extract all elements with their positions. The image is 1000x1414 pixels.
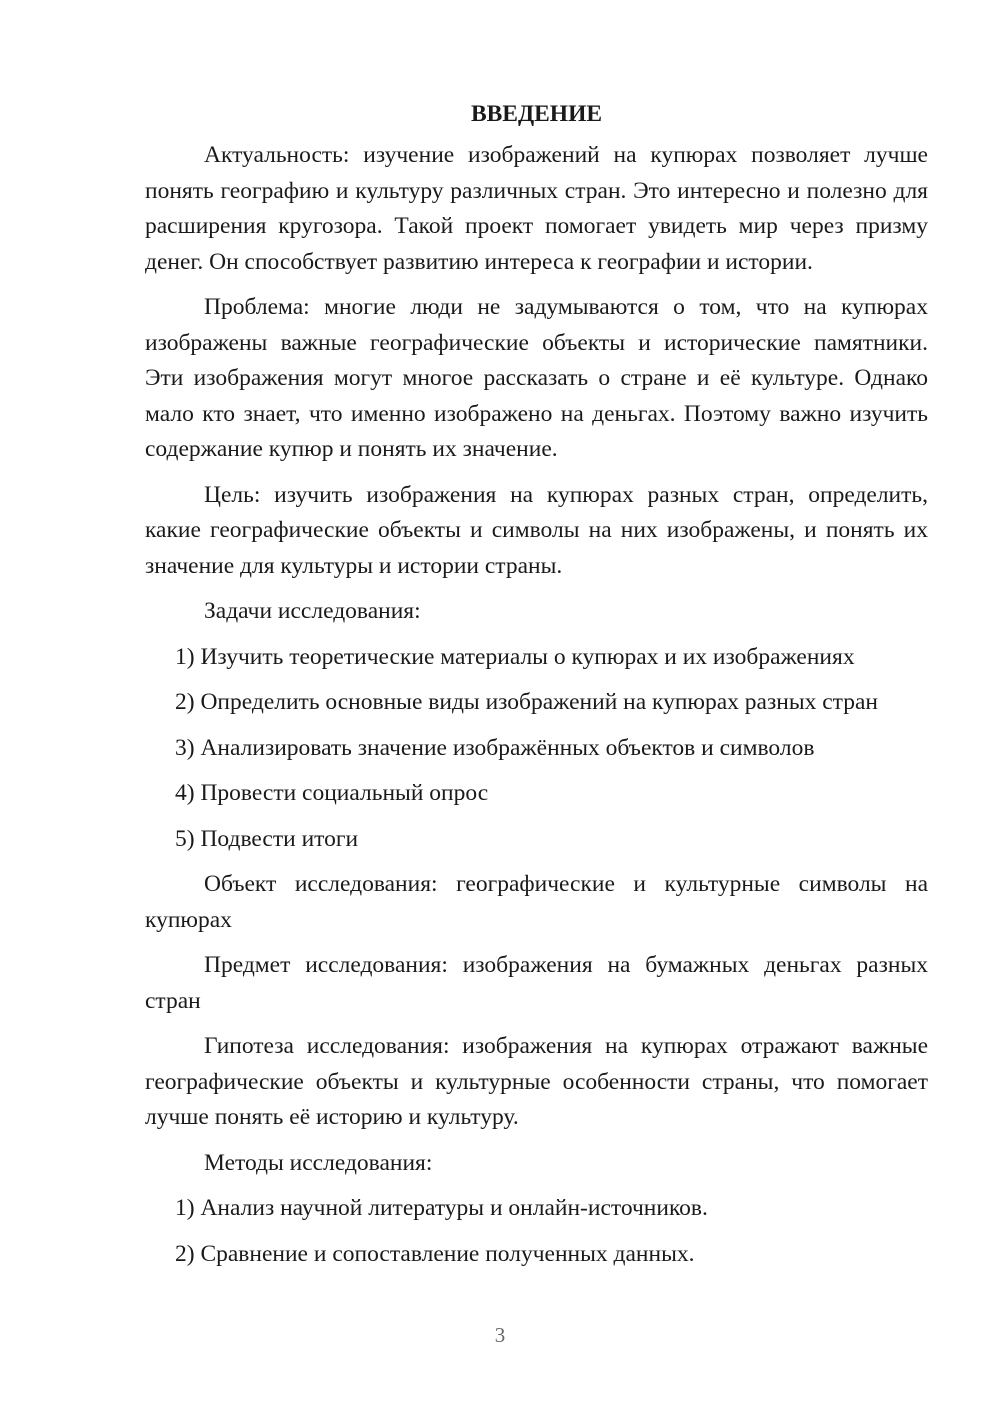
tasks-list [145,640,928,858]
goal-paragraph: Цель: изучить изображения на купюрах разных стран, определить, какие географические объекты и символы на них изображены, и понять их значение для культуры и истории страны. [145,481,928,579]
list-item: 2) Определить основные виды изображений на купюрах разных стран [175,689,878,715]
object-paragraph: Объект исследования: географические и культурные символы на купюрах [145,871,928,933]
page-content [145,96,928,1282]
list-item: 5) Подвести итоги [175,825,359,852]
page-title: ВВЕДЕНИЕ [470,101,603,127]
tasks-heading: Задачи исследования: [204,598,421,624]
subject-paragraph: Предмет исследования: изображения на бумажных деньгах разных стран [145,952,928,1014]
page-number: 3 [494,1323,506,1347]
methods-list [145,1191,928,1272]
list-item: 1) Анализ научной литературы и онлайн-источников. [175,1195,708,1221]
relevance-paragraph: Актуальность: изучение изображений на купюрах позволяет лучше понять географию и культуру различных стран. Это интересно и полезно для расширения кругозора. Такой проект помогает увидеть мир через призму денег. Он способствует развитию интереса к географии и истории. [145,142,928,275]
list-item: 4) Провести социальный опрос [175,780,489,806]
methods-heading: Методы исследования: [204,1149,433,1176]
problem-paragraph: Проблема: многие люди не задумываются о том, что на купюрах изображены важные географические объекты и исторические памятники. Эти изображения могут многое рассказать о стране и её культуре. Однако мало кто знает, что именно изображено на деньгах. Поэтому важно изучить содержание купюр и понять их значение. [145,294,928,462]
list-item: 3) Анализировать значение изображённых объектов и символов [175,734,815,761]
hypothesis-paragraph: Гипотеза исследования: изображения на купюрах отражают важные географические объекты и культурные особенности страны, что помогает лучше понять её историю и культуру. [145,1033,928,1130]
list-item: 1) Изучить теоретические материалы о купюрах и их изображениях [175,643,855,670]
list-item: 2) Сравнение и сопоставление полученных данных. [175,1240,695,1267]
